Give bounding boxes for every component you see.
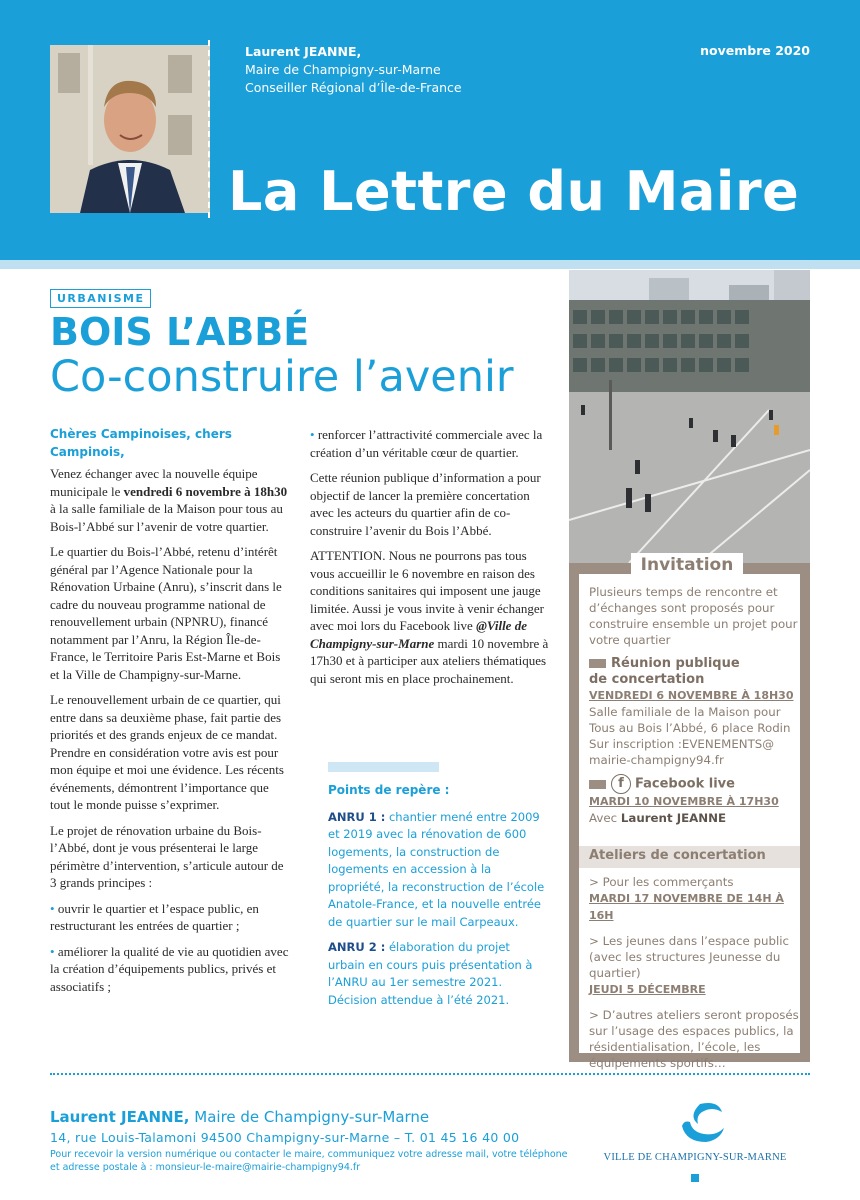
bullet-icon: • [50, 943, 55, 959]
author-name: Laurent JEANNE, [245, 44, 362, 59]
text: chantier mené entre 2009 et 2019 avec la rénovation de 600 logements, la construction de logements en accession à la propriété, la reconstruction de l’école Anatole-France, et la nouvelle entrée de quartier sur le mail Carpeaux. [328, 809, 545, 929]
text: > Les jeunes dans l’espace public (avec les structures Jeunesse du quartier) [589, 934, 790, 980]
atelier-item [589, 933, 799, 998]
reperes-title: Points de repère : [328, 783, 450, 797]
text: mardi 10 novembre à 17h30 et à participer aux ateliers thématiques qui seront mis en place prochainement. [310, 635, 549, 686]
text: à la salle familiale de la Maison pour tous au Bois-l’Abbé sur l’avenir de votre quartier. [50, 501, 283, 534]
anru1-label: ANRU 1 : [328, 809, 386, 824]
event-date-bold: vendredi 6 novembre à 18h30 [123, 483, 288, 499]
issue-date: novembre 2020 [700, 43, 810, 58]
text: ATTENTION. Nous ne pourrons pas tous vous accueillir le 6 novembre en raison des conditions sanitaires qui imposent une jauge limitée. Aussi je vous invite à venir échanger avec moi lors du Facebook live [310, 548, 544, 633]
facebook-host: Laurent JEANNE [620, 811, 727, 825]
reunion-inscription: Sur inscription :EVENEMENTS@ mairie-champigny94.fr [589, 737, 775, 767]
schoolyard-photo [569, 270, 810, 563]
paragraph-anru: Le quartier du Bois-l’Abbé, retenu d’intérêt général par l’Agence Nationale pour la Rénovation Urbaine (Anru), s’inscrit dans le cadre du nouveau programme national de renouvellement urbain (NPNRU), financé notamment par l’Anru, la Région Île-de-France, le Territoire Paris Est-Marne et Bois et la Ville de Champigny-sur-Marne. [50, 544, 282, 682]
ateliers-title: Ateliers de concertation [589, 848, 766, 863]
mayor-portrait-photo [50, 45, 210, 213]
reunion-title [589, 656, 799, 672]
header-stripe [0, 260, 860, 269]
footer-name [50, 1108, 429, 1126]
section-marker-icon [589, 780, 606, 789]
paragraph-attention [310, 547, 550, 687]
footer-divider [50, 1073, 810, 1075]
facebook-date: MARDI 10 NOVEMBRE À 17H30 [589, 795, 779, 808]
facebook-block [589, 774, 799, 826]
reunion-title-2: de concertation [589, 672, 705, 687]
text: renforcer l’attractivité commerciale avec la création d’un véritable cœur de quartier. [310, 427, 543, 460]
reperes-box [328, 782, 550, 1017]
bullet-item [50, 943, 290, 996]
paragraph-reunion: Cette réunion publique d’information a pour objectif de lancer la première concertation avec les acteurs du quartier afin de co-construire l’avenir du Bois l’Abbé. [310, 470, 541, 538]
text: > Pour les commerçants [589, 875, 734, 889]
bullet-item [50, 900, 290, 935]
text: Facebook live [635, 776, 735, 792]
facebook-handle: @Ville de Champigny-sur-Marne [310, 618, 527, 651]
footer-address: 14, rue Louis-Talamoni 94500 Champigny-sur-Marne – T. 01 45 16 40 00 [50, 1130, 520, 1145]
reunion-place: Salle familiale de la Maison pour Tous au Bois l’Abbé, 6 place Rodin [589, 705, 791, 735]
atelier-date: MARDI 17 NOVEMBRE DE 14H À 16H [589, 892, 784, 922]
text: améliorer la qualité de vie au quotidien avec la création d’équipements publics, privés et associatifs ; [50, 943, 289, 994]
author-block [245, 43, 462, 97]
body-column-2 [310, 426, 550, 695]
paragraph-renouvellement: Le renouvellement urbain de ce quartier, qui entre dans sa deuxième phase, fait partie des priorités et des grands enjeux de ce mandat. Prendre en considération votre avis est pour mon équipe et moi une évidence. Les récents événements, démontrent l’importance que tout le monde puisse s’exprimer. [50, 692, 284, 812]
logo-square [691, 1174, 699, 1182]
section-marker-icon [589, 659, 606, 668]
footer-note: Pour recevoir la version numérique ou contacter le maire, communiquez votre adresse mail, votre téléphone et adresse postale à : monsieur-le-maire@mairie-champigny94.fr [50, 1149, 568, 1173]
atelier-date: JEUDI 5 DÉCEMBRE [589, 983, 706, 996]
anru2-label: ANRU 2 : [328, 940, 386, 954]
ateliers-list [589, 874, 799, 1080]
article-heading: BOIS L’ABBÉ [50, 310, 310, 354]
bullet-item [310, 426, 550, 461]
text: élaboration du projet urbain en cours puis présentation à l’ANRU au 1er semestre 2021. Décision attendue à l’été 2021. [328, 940, 533, 1007]
atelier-item: > D’autres ateliers seront proposés sur l’usage des espaces publics, la résidentialisation, l’école, les équipements sportifs… [589, 1008, 799, 1070]
reperes-accent-bar [328, 762, 439, 772]
author-role-2: Conseiller Régional d’Île-de-France [245, 80, 462, 95]
article-subheading: Co-construire l’avenir [50, 352, 514, 402]
footer-mayor-name: Laurent JEANNE, [50, 1108, 190, 1126]
reunion-date: VENDREDI 6 NOVEMBRE À 18H30 [589, 689, 794, 702]
facebook-icon: f [611, 774, 631, 794]
reperes-anru1 [328, 809, 550, 932]
paragraph-intro [50, 465, 290, 535]
reunion-block [589, 656, 799, 768]
greeting: Chères Campinoises, chers Campinois, [50, 427, 232, 459]
text: Maire de Champigny-sur-Marne [189, 1108, 430, 1126]
text: Réunion publique [611, 656, 740, 671]
text: ouvrir le quartier et l’espace public, en restructurant les entrées de quartier ; [50, 900, 259, 933]
atelier-item [589, 874, 799, 924]
section-tag: URBANISME [50, 289, 151, 308]
facebook-with [589, 810, 799, 826]
city-logo-icon [660, 1098, 740, 1148]
paragraph-projet: Le projet de rénovation urbaine du Bois-l’Abbé, dont je vous présenterai le large périmètre d’intervention, s’articule autour de 3 grands principes : [50, 822, 284, 890]
city-logo-text: VILLE DE CHAMPIGNY-SUR-MARNE [603, 1152, 787, 1163]
body-column-1 [50, 426, 290, 1003]
invitation-title: Invitation [631, 553, 743, 577]
reperes-anru2 [328, 939, 550, 1009]
invitation-intro: Plusieurs temps de rencontre et d’échanges sont proposés pour construire ensemble un projet pour votre quartier [589, 585, 798, 647]
author-role: Maire de Champigny-sur-Marne [245, 62, 441, 77]
newsletter-title: La Lettre du Maire [228, 160, 800, 223]
portrait-dashed-edge [208, 40, 210, 218]
text: Avec [589, 811, 621, 825]
bullet-icon: • [310, 427, 315, 442]
bullet-icon: • [50, 900, 55, 916]
facebook-title [589, 774, 799, 794]
text: Venez échanger avec la nouvelle équipe municipale le [50, 466, 258, 499]
